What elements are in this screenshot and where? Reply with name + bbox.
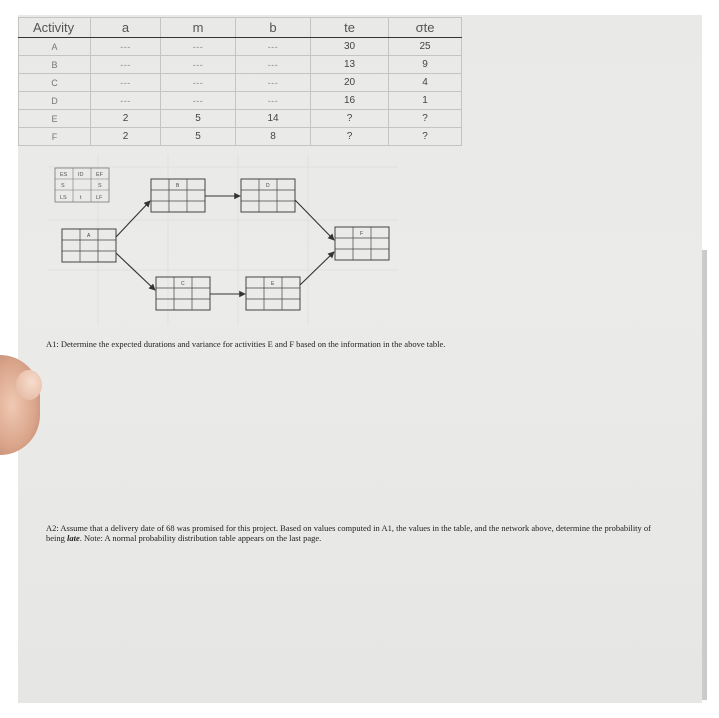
- header-activity: Activity: [19, 18, 91, 38]
- cell-te: 20: [311, 74, 389, 92]
- header-a: a: [91, 18, 161, 38]
- cell-te: 13: [311, 56, 389, 74]
- cell-b: ---: [236, 92, 311, 110]
- header-sigma-te: σte: [389, 18, 462, 38]
- cell-b: ---: [236, 38, 311, 56]
- arrow-e-f: [300, 252, 334, 285]
- arrow-a-b: [116, 201, 150, 237]
- header-te: te: [311, 18, 389, 38]
- network-diagram: [18, 15, 702, 335]
- cell-m: 5: [161, 128, 236, 146]
- cell-m: ---: [161, 74, 236, 92]
- legend-ls: LS: [60, 195, 67, 201]
- worksheet-page: [18, 15, 702, 703]
- legend-s-right: S: [98, 183, 102, 189]
- cell-m: 5: [161, 110, 236, 128]
- cell-b: 14: [236, 110, 311, 128]
- cell-m: ---: [161, 38, 236, 56]
- cell-m: ---: [161, 92, 236, 110]
- cell-activity: F: [19, 128, 91, 146]
- cell-m: ---: [161, 56, 236, 74]
- question-a1: A1: Determine the expected durations and variance for activities E and F based on the information in the above table.: [46, 339, 446, 349]
- cell-activity: B: [19, 56, 91, 74]
- node-d-label: D: [266, 183, 270, 189]
- cell-te: ?: [311, 110, 389, 128]
- node-e: [246, 277, 300, 310]
- question-a2-part2: . Note: A normal probability distribution table appears on the last page.: [79, 533, 322, 543]
- cell-activity: D: [19, 92, 91, 110]
- node-b: [151, 179, 205, 212]
- question-a2: [46, 523, 666, 543]
- question-a2-late: late: [67, 533, 80, 543]
- legend-es: ES: [60, 172, 68, 178]
- cell-sigma-te: 1: [389, 92, 462, 110]
- legend-ef: EF: [96, 172, 104, 178]
- cell-a: 2: [91, 128, 161, 146]
- cell-activity: A: [19, 38, 91, 56]
- node-d: [241, 179, 295, 212]
- cell-a: ---: [91, 56, 161, 74]
- node-a: [62, 229, 116, 262]
- cell-sigma-te: 25: [389, 38, 462, 56]
- question-a2-part1: A2: Assume that a delivery date of 68 was promised for this project. Based on values computed in A1, the values in the table, and the network above, determine the probability of being: [46, 523, 651, 543]
- cell-te: 16: [311, 92, 389, 110]
- cell-a: ---: [91, 92, 161, 110]
- node-f-label: F: [360, 231, 364, 237]
- legend-t: t: [80, 195, 82, 201]
- cell-a: 2: [91, 110, 161, 128]
- legend-id: ID: [78, 172, 84, 178]
- node-b-label: B: [176, 183, 180, 189]
- cell-te: 30: [311, 38, 389, 56]
- header-b: b: [236, 18, 311, 38]
- cell-activity: C: [19, 74, 91, 92]
- legend-lf: LF: [96, 195, 103, 201]
- header-m: m: [161, 18, 236, 38]
- cell-activity: E: [19, 110, 91, 128]
- cell-a: ---: [91, 38, 161, 56]
- cell-a: ---: [91, 74, 161, 92]
- cell-b: ---: [236, 56, 311, 74]
- node-e-label: E: [271, 281, 275, 287]
- cell-b: ---: [236, 74, 311, 92]
- finger-nail: [16, 370, 42, 400]
- node-c: [156, 277, 210, 310]
- node-c-label: C: [181, 281, 185, 287]
- arrow-a-c: [116, 253, 155, 290]
- cell-sigma-te: 4: [389, 74, 462, 92]
- legend-s-left: S: [61, 183, 65, 189]
- cell-te: ?: [311, 128, 389, 146]
- cell-b: 8: [236, 128, 311, 146]
- legend-node: [55, 168, 109, 202]
- cell-sigma-te: ?: [389, 128, 462, 146]
- node-a-label: A: [87, 233, 91, 239]
- node-f: [335, 227, 389, 260]
- cell-sigma-te: 9: [389, 56, 462, 74]
- cell-sigma-te: ?: [389, 110, 462, 128]
